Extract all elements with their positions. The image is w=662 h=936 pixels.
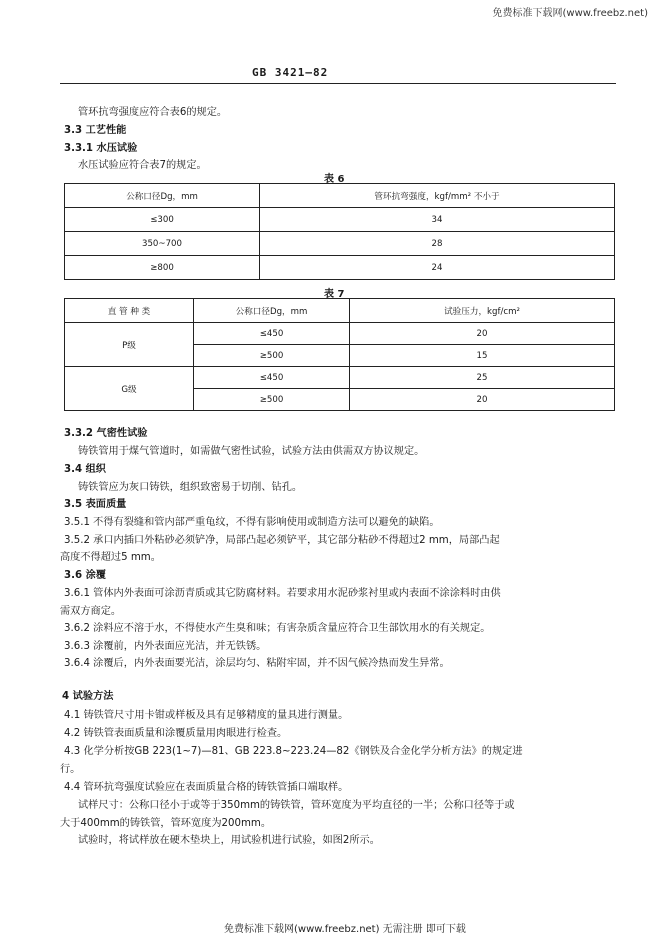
para-3-5-1: 3.5.1 不得有裂缝和管内部严重龟纹，不得有影响使用或制造方法可以避免的缺陷。 — [64, 517, 440, 528]
para-3-3-2: 铸铁管用于煤气管道时，如需做气密性试验，试验方法由供需双方协议规定。 — [78, 446, 425, 457]
para-4-4-test: 试验时，将试样放在硬木垫块上，用试验机进行试验，如图2所示。 — [78, 835, 380, 846]
table7-cell-dg: ≥500 — [194, 345, 350, 367]
para-3-6-1: 3.6.1 管体内外表面可涂沥青质或其它防腐材料。若要求用水泥砂浆衬里或内表面不涂涂料时由供 — [64, 588, 501, 599]
heading-3-3: 3.3 工艺性能 — [64, 125, 127, 136]
para-3-5-2: 3.5.2 承口内插口外粘砂必须铲净，局部凸起必须铲平，其它部分粘砂不得超过2 mm，局部凸起 — [64, 535, 500, 546]
table7-cell-value: 25 — [350, 367, 615, 389]
table7-cell-dg: ≤450 — [194, 323, 350, 345]
table6-cell-dg: ≤300 — [65, 208, 260, 232]
table6-caption: 表 6 — [324, 174, 345, 185]
table-row — [65, 367, 615, 389]
table6 — [64, 183, 615, 280]
para-4-1: 4.1 铸铁管尺寸用卡钳或样板及具有足够精度的量具进行测量。 — [64, 710, 349, 721]
table7 — [64, 298, 615, 411]
para-3-3-1: 水压试验应符合表7的规定。 — [78, 160, 207, 171]
table7-cell-dg: ≤450 — [194, 367, 350, 389]
table7-header-type: 直 管 种 类 — [65, 299, 194, 323]
heading-3-3-1: 3.3.1 水压试验 — [64, 143, 138, 154]
table7-cell-value: 15 — [350, 345, 615, 367]
standard-code: GB 3421—82 — [252, 66, 329, 79]
table6-cell-value: 34 — [260, 208, 615, 232]
table-row — [65, 256, 615, 280]
table-row — [65, 208, 615, 232]
table7-cell-grade: G级 — [65, 367, 194, 411]
table7-caption: 表 7 — [324, 289, 345, 300]
para-4-4-size: 试样尺寸：公称口径小于或等于350mm的铸铁管，管环宽度为平均直径的一半；公称口径等于或 — [78, 800, 515, 811]
table7-cell-value: 20 — [350, 323, 615, 345]
table6-cell-value: 28 — [260, 232, 615, 256]
table7-cell-grade: P级 — [65, 323, 194, 367]
heading-3-5: 3.5 表面质量 — [64, 499, 127, 510]
table7-cell-value: 20 — [350, 389, 615, 411]
heading-4: 4 试验方法 — [62, 691, 114, 702]
para-4-2: 4.2 铸铁管表面质量和涂覆质量用肉眼进行检查。 — [64, 728, 288, 739]
table7-header-pressure: 试验压力，kgf/cm² — [350, 299, 615, 323]
para-4-4: 4.4 管环抗弯强度试验应在表面质量合格的铸铁管插口端取样。 — [64, 782, 349, 793]
para-4-3-cont: 行。 — [60, 764, 81, 775]
table6-cell-dg: ≥800 — [65, 256, 260, 280]
para-4-4-size-cont: 大于400mm的铸铁管，管环宽度为200mm。 — [60, 818, 272, 829]
para-3-6-3: 3.6.3 涂覆前，内外表面应光洁，并无铁锈。 — [64, 641, 267, 652]
table6-cell-value: 24 — [260, 256, 615, 280]
para-3-6-2: 3.6.2 涂料应不溶于水，不得使水产生臭和味；有害杂质含量应符合卫生部饮用水的有关规定。 — [64, 623, 491, 634]
header-rule — [60, 83, 616, 84]
table-row — [65, 323, 615, 345]
para-3-6-4: 3.6.4 涂覆后，内外表面要光洁，涂层均匀、粘附牢固，并不因气候冷热而发生异常。 — [64, 658, 450, 669]
para-intro: 管环抗弯强度应符合表6的规定。 — [78, 107, 228, 118]
table6-cell-dg: 350~700 — [65, 232, 260, 256]
table7-header-dg: 公称口径Dg，mm — [194, 299, 350, 323]
para-3-5-2-cont: 高度不得超过5 mm。 — [60, 552, 161, 563]
watermark-top: 免费标准下载网(www.freebz.net) — [492, 8, 648, 19]
heading-3-3-2: 3.3.2 气密性试验 — [64, 428, 148, 439]
para-3-4: 铸铁管应为灰口铸铁，组织致密易于切削、钻孔。 — [78, 482, 303, 493]
heading-3-4: 3.4 组织 — [64, 464, 106, 475]
table6-header-dg: 公称口径Dg，mm — [65, 184, 260, 208]
watermark-footer: 免费标准下载网(www.freebz.net) 无需注册 即可下载 — [224, 924, 466, 935]
table6-header-strength: 管环抗弯强度，kgf/mm² 不小于 — [260, 184, 615, 208]
para-4-3: 4.3 化学分析按GB 223(1~7)—81、GB 223.8~223.24—82《钢铁及合金化学分析方法》的规定进 — [64, 746, 523, 757]
para-3-6-1-cont: 需双方商定。 — [60, 606, 122, 617]
heading-3-6: 3.6 涂覆 — [64, 570, 106, 581]
table-row — [65, 232, 615, 256]
table7-cell-dg: ≥500 — [194, 389, 350, 411]
